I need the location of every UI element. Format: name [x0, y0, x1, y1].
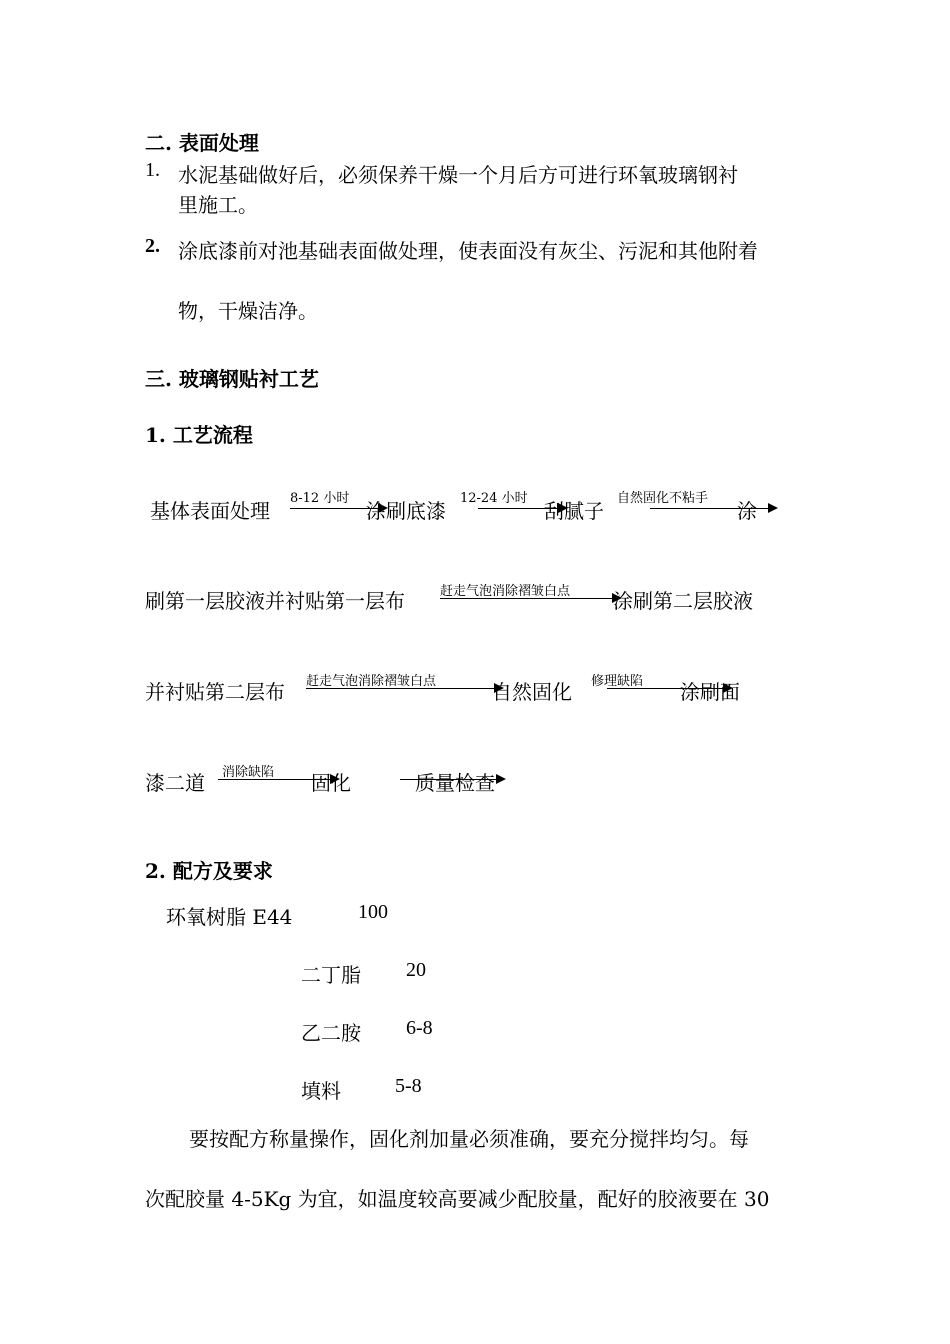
flow-arrow-label: 消除缺陷: [222, 765, 275, 780]
list-item-text: 涂底漆前对池基础表面做处理，使表面没有灰尘、污泥和其他附着: [178, 239, 758, 263]
flow-step: 基体表面处理: [150, 499, 270, 523]
recipe-ingredient: 二丁脂: [301, 963, 361, 987]
flow-step: 刷第一层胶液并衬贴第一层布: [145, 589, 405, 613]
section-heading-frp-lining: 三. 玻璃钢贴衬工艺: [145, 367, 319, 391]
flow-step: 并衬贴第二层布: [145, 680, 285, 704]
flow-step: 质量检查: [415, 771, 495, 795]
paragraph-line: 要按配方称量操作，固化剂加量必须准确，要充分搅拌均匀。每: [189, 1127, 749, 1151]
flow-step: 涂刷底漆: [366, 499, 446, 523]
flow-step: 漆二道: [145, 771, 205, 795]
flow-arrow-label: 赶走气泡消除褶皱白点: [306, 674, 437, 689]
flow-arrow-label: 8-12 小时: [290, 491, 350, 506]
subheading-process-flow: 1. 工艺流程: [145, 423, 253, 447]
recipe-ingredient: 环氧树脂 E44: [166, 905, 293, 929]
recipe-quantity: 20: [406, 959, 426, 981]
flow-arrow-label: 12-24 小时: [460, 491, 528, 506]
flow-arrow: [440, 598, 620, 599]
recipe-quantity: 6-8: [406, 1017, 433, 1039]
recipe-quantity: 100: [358, 901, 388, 923]
recipe-ingredient: 填料: [301, 1079, 341, 1103]
flow-step: 固化: [311, 771, 351, 795]
list-number: 1.: [145, 159, 160, 181]
flow-arrow-label: 自然固化不粘手: [617, 491, 709, 506]
flow-step: 自然固化: [492, 680, 572, 704]
flow-arrow: [306, 688, 502, 689]
section-heading-surface-treatment: 二. 表面处理: [145, 131, 259, 155]
recipe-quantity: 5-8: [395, 1075, 422, 1097]
flow-step: 刮腻子: [544, 499, 604, 523]
flow-arrow-label: 赶走气泡消除褶皱白点: [440, 584, 571, 599]
flow-arrow: [650, 508, 776, 509]
list-item-text-continued: 物，干燥洁净。: [178, 299, 318, 323]
flow-step: 涂刷第二层胶液: [613, 589, 753, 613]
list-item-text-continued: 里施工。: [178, 193, 258, 217]
paragraph-line: 次配胶量 4-5Kg 为宜，如温度较高要减少配胶量，配好的胶液要在 30: [145, 1187, 770, 1211]
list-item-text: 水泥基础做好后，必须保养干燥一个月后方可进行环氧玻璃钢衬: [178, 163, 738, 187]
subheading-formula: 2. 配方及要求: [145, 859, 273, 883]
flow-arrow-label: 修理缺陷: [591, 674, 644, 689]
recipe-ingredient: 乙二胺: [301, 1021, 361, 1045]
list-number: 2.: [145, 235, 160, 257]
flow-step: 涂: [737, 499, 757, 523]
flow-step: 涂刷面: [680, 680, 740, 704]
